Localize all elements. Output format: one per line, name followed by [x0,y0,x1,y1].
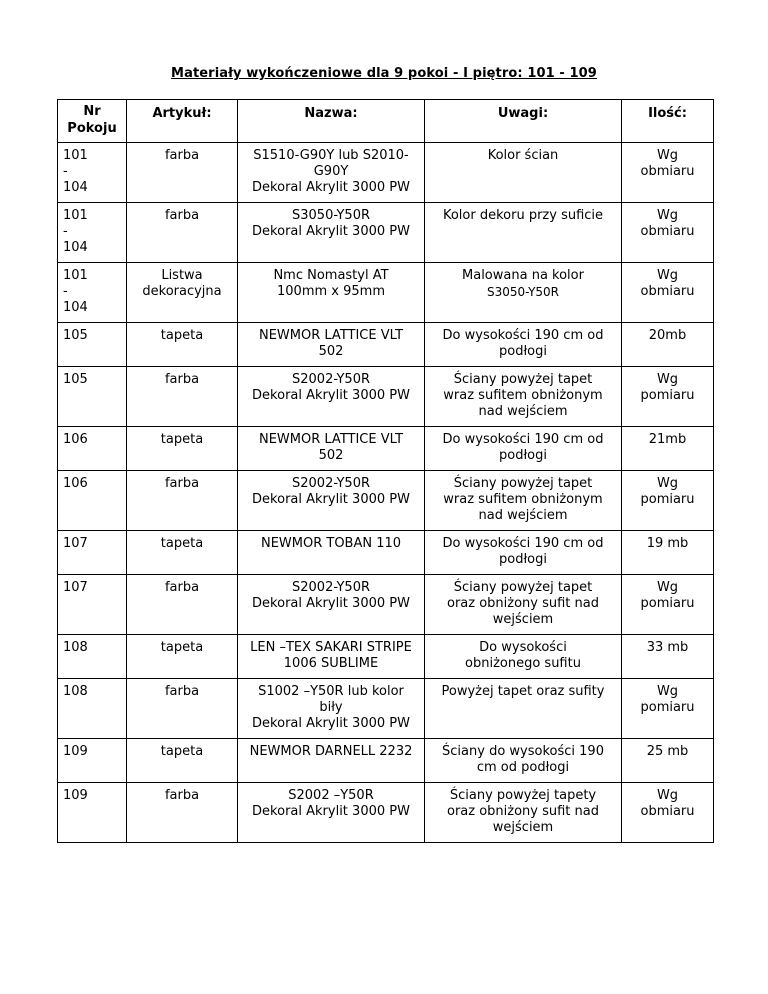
cell-room-number [58,427,127,471]
cell-quantity [622,263,714,323]
table-header-row [58,100,714,143]
cell-article-line: farba [164,580,200,595]
cell-notes [425,783,622,843]
cell-room-number [58,323,127,367]
cell-quantity [622,531,714,575]
header-room-number-line2: Pokoju [67,121,117,136]
cell-name-line: Nmc Nomastyl AT [273,268,389,283]
cell-name [238,143,425,203]
cell-notes-line: wejściem [492,820,554,835]
cell-name [238,679,425,739]
cell-notes-line: Ściany powyżej tapet [453,476,593,491]
header-room-number [58,100,127,143]
cell-quantity [622,427,714,471]
cell-name-line: NEWMOR TOBAN 110 [260,536,402,551]
cell-name-line: Dekoral Akrylit 3000 PW [252,492,410,507]
cell-quantity-line: 19 mb [646,536,689,551]
cell-name [238,531,425,575]
cell-name-line: Dekoral Akrylit 3000 PW [252,388,410,403]
cell-notes-line: Ściany do wysokości 190 [442,744,604,759]
cell-name-line: 502 [318,344,344,359]
cell-notes-line: wraz sufitem obniżonym [443,388,603,403]
header-room-number-line1: Nr [83,104,101,119]
table-row [58,323,714,367]
cell-notes [425,739,622,783]
cell-quantity-line: pomiaru [640,492,695,507]
cell-quantity-line: obmiaru [640,164,695,179]
cell-quantity-line: pomiaru [640,596,695,611]
cell-notes-line: Do wysokości [479,640,567,655]
cell-room-number-line: 104 [63,180,88,195]
cell-notes-line: nad wejściem [478,508,568,523]
cell-name-line: Dekoral Akrylit 3000 PW [252,804,410,819]
cell-notes [425,635,622,679]
cell-name-line: 1006 SUBLIME [283,656,379,671]
cell-name-line: Dekoral Akrylit 3000 PW [252,716,410,731]
cell-notes-line: podłogi [499,552,547,567]
cell-article-line: farba [164,148,200,163]
cell-article-line: farba [164,476,200,491]
cell-article [127,471,238,531]
cell-article [127,783,238,843]
cell-quantity [622,739,714,783]
cell-name [238,203,425,263]
cell-name [238,739,425,783]
cell-room-number [58,203,127,263]
cell-article-line: farba [164,788,200,803]
cell-notes-line: podłogi [499,344,547,359]
cell-notes [425,367,622,427]
cell-room-number-line: 109 [63,744,88,759]
cell-article-line: dekoracyjna [142,284,222,299]
table-row [58,427,714,471]
cell-quantity [622,783,714,843]
cell-room-number-line: 107 [63,580,88,595]
cell-name-line: NEWMOR DARNELL 2232 [249,744,413,759]
cell-room-number [58,635,127,679]
cell-name-line: Dekoral Akrylit 3000 PW [252,596,410,611]
cell-name [238,635,425,679]
cell-article-line: tapeta [160,744,204,759]
cell-name [238,323,425,367]
cell-article [127,323,238,367]
cell-name [238,427,425,471]
cell-name [238,575,425,635]
cell-quantity-line: obmiaru [640,804,695,819]
cell-article [127,263,238,323]
cell-article-line: farba [164,372,200,387]
cell-quantity [622,367,714,427]
cell-room-number-line: - [63,284,68,299]
cell-room-number-line: 101 [63,148,88,163]
table-row [58,739,714,783]
table-row [58,367,714,427]
cell-quantity-line: 20mb [648,328,687,343]
cell-article-line: farba [164,208,200,223]
table-row [58,143,714,203]
cell-quantity-line: Wg [656,476,679,491]
cell-article [127,575,238,635]
cell-quantity-line: Wg [656,684,679,699]
cell-notes-line: Kolor ścian [487,148,559,163]
cell-name-line: 100mm x 95mm [277,284,385,299]
cell-quantity [622,203,714,263]
cell-name-line: S1510-G90Y lub S2010- [253,148,409,163]
cell-article-line: tapeta [160,640,204,655]
cell-room-number-line: 101 [63,208,88,223]
cell-quantity-line: 33 mb [646,640,689,655]
cell-quantity [622,635,714,679]
cell-room-number-line: 105 [63,372,88,387]
cell-name-line: G90Y [313,164,349,179]
cell-quantity-line: Wg [656,148,679,163]
cell-notes-line: S3050-Y50R [487,285,559,299]
cell-room-number-line: 106 [63,476,88,491]
cell-quantity [622,323,714,367]
cell-quantity-line: Wg [656,372,679,387]
cell-room-number-line: 109 [63,788,88,803]
cell-notes-line: Malowana na kolor [462,268,584,283]
cell-article-line: farba [164,684,200,699]
cell-room-number-line: 108 [63,640,88,655]
cell-notes-line: Kolor dekoru przy suficie [442,208,604,223]
header-notes: Uwagi: [425,100,622,143]
cell-article [127,531,238,575]
cell-quantity-line: obmiaru [640,284,695,299]
cell-name-line: Dekoral Akrylit 3000 PW [252,180,410,195]
cell-notes [425,427,622,471]
cell-name-line: 502 [318,448,344,463]
cell-room-number-line: 106 [63,432,88,447]
cell-name-line: S3050-Y50R [292,208,370,223]
cell-notes [425,263,622,323]
cell-article [127,635,238,679]
cell-article-line: tapeta [160,536,204,551]
cell-room-number [58,367,127,427]
cell-quantity [622,679,714,739]
cell-notes [425,203,622,263]
cell-room-number [58,679,127,739]
cell-quantity-line: pomiaru [640,388,695,403]
cell-name-line: NEWMOR LATTICE VLT [258,328,404,343]
table-row [58,679,714,739]
cell-quantity-line: Wg [656,208,679,223]
table-row [58,531,714,575]
cell-room-number [58,739,127,783]
cell-notes [425,531,622,575]
cell-quantity-line: 21mb [648,432,687,447]
cell-notes-line: cm od podłogi [476,760,570,775]
cell-notes-line: Do wysokości 190 cm od [442,432,604,447]
cell-room-number-line: 101 [63,268,88,283]
cell-article [127,143,238,203]
cell-article [127,203,238,263]
cell-notes-line: Do wysokości 190 cm od [442,328,604,343]
cell-notes-line: wraz sufitem obniżonym [443,492,603,507]
cell-notes-line: wejściem [492,612,554,627]
cell-notes [425,143,622,203]
cell-quantity-line: Wg [656,580,679,595]
cell-room-number [58,575,127,635]
cell-quantity [622,575,714,635]
cell-name-line: Dekoral Akrylit 3000 PW [252,224,410,239]
cell-notes-line: Ściany powyżej tapety [449,788,597,803]
cell-notes [425,679,622,739]
cell-name [238,783,425,843]
cell-notes-line: nad wejściem [478,404,568,419]
cell-notes [425,323,622,367]
cell-name-line: S2002-Y50R [292,476,370,491]
cell-notes-line: Ściany powyżej tapet [453,372,593,387]
cell-quantity-line: obmiaru [640,224,695,239]
cell-article-line: tapeta [160,432,204,447]
cell-article-line: tapeta [160,328,204,343]
cell-room-number-line: - [63,164,68,179]
table-row [58,263,714,323]
cell-name-line: S2002-Y50R [292,580,370,595]
cell-name-line: biły [319,700,343,715]
cell-article [127,367,238,427]
cell-room-number-line: 108 [63,684,88,699]
cell-name-line: S2002-Y50R [292,372,370,387]
materials-table [57,99,714,843]
cell-article [127,679,238,739]
table-row [58,635,714,679]
cell-quantity [622,471,714,531]
cell-quantity-line: Wg [656,788,679,803]
cell-name [238,367,425,427]
cell-notes-line: Ściany powyżej tapet [453,580,593,595]
cell-name [238,263,425,323]
header-quantity: Ilość: [622,100,714,143]
cell-room-number [58,263,127,323]
document-title: Materiały wykończeniowe dla 9 pokoi - I piętro: 101 - 109 [171,66,597,81]
cell-notes-line: podłogi [499,448,547,463]
table-row [58,783,714,843]
cell-room-number-line: 104 [63,240,88,255]
cell-quantity-line: pomiaru [640,700,695,715]
cell-room-number [58,471,127,531]
cell-room-number [58,783,127,843]
table-row [58,575,714,635]
cell-name-line: S1002 –Y50R lub kolor [258,684,404,699]
table-row [58,203,714,263]
cell-notes-line: Powyżej tapet oraz sufity [441,684,605,699]
header-article: Artykuł: [127,100,238,143]
cell-notes [425,471,622,531]
cell-name-line: NEWMOR LATTICE VLT [258,432,404,447]
cell-name [238,471,425,531]
cell-room-number [58,143,127,203]
cell-room-number-line: 104 [63,300,88,315]
cell-notes-line: oraz obniżony sufit nad [446,804,599,819]
cell-name-line: S2002 –Y50R [288,788,374,803]
cell-room-number-line: 105 [63,328,88,343]
cell-notes-line: Do wysokości 190 cm od [442,536,604,551]
cell-quantity-line: Wg [656,268,679,283]
cell-article [127,427,238,471]
cell-notes-line: oraz obniżony sufit nad [446,596,599,611]
table-row [58,471,714,531]
cell-quantity [622,143,714,203]
cell-room-number [58,531,127,575]
cell-notes [425,575,622,635]
cell-room-number-line: - [63,224,68,239]
header-name: Nazwa: [238,100,425,143]
cell-article [127,739,238,783]
table-body [58,143,714,843]
cell-article-line: Listwa [161,268,203,283]
cell-name-line: LEN –TEX SAKARI STRIPE [250,640,412,655]
cell-quantity-line: 25 mb [646,744,689,759]
cell-room-number-line: 107 [63,536,88,551]
cell-notes-line: obniżonego sufitu [465,656,581,671]
